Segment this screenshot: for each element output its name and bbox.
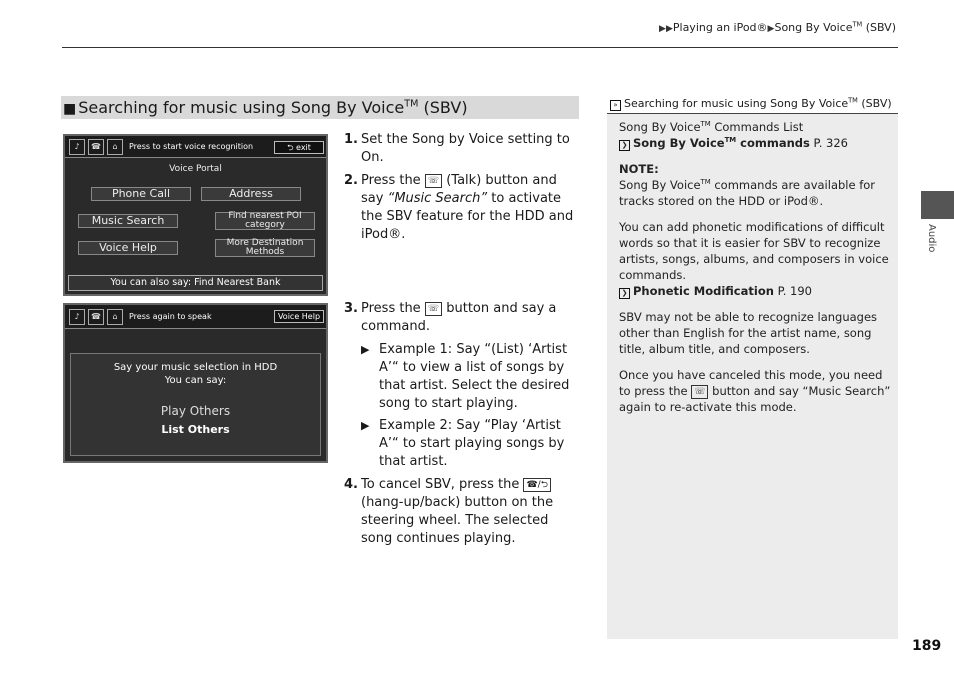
link-arrow-icon: ❯ bbox=[619, 140, 630, 151]
sidebar-heading: » Searching for music using Song By Voice™ (SBV) bbox=[607, 94, 898, 114]
setting-name: Song by Voice bbox=[411, 132, 504, 147]
reference-icon: » bbox=[610, 100, 621, 111]
talk-icon: ♪ bbox=[69, 309, 85, 325]
voice-prompt: Press again to speak bbox=[129, 312, 212, 321]
step-1: 1. Set the Song by Voice setting to On. bbox=[344, 132, 570, 165]
talk-button-icon: ☏ bbox=[425, 174, 442, 188]
reactivate-paragraph: Once you have canceled this mode, you need to press the ☏ button and say “Music Search” again to re-activate this mode. bbox=[619, 368, 891, 414]
voice-help-button[interactable]: Voice Help bbox=[78, 241, 178, 255]
breadcrumb-item-tail: (SBV) bbox=[865, 21, 896, 34]
link-arrow-icon: ❯ bbox=[619, 288, 630, 299]
talk-icon: ♪ bbox=[69, 139, 85, 155]
step-3: 3. Press the ☏ button and say a command. bbox=[344, 301, 557, 334]
list-others-option[interactable]: List Others bbox=[161, 423, 230, 436]
side-tab-marker[interactable] bbox=[921, 191, 954, 219]
side-tab-label: Audio bbox=[926, 224, 937, 253]
arrow-icon: ▶ bbox=[361, 343, 370, 356]
step-4: 4. To cancel SBV, press the ☎/⮌ (hang-up/back) button on the steering wheel. The selected song continues playing. bbox=[344, 477, 554, 546]
also-say-bar: You can also say: Find Nearest Bank bbox=[68, 275, 323, 291]
talk-button-icon: ☏ bbox=[691, 385, 708, 399]
hang-up-back-icon: ☎/⮌ bbox=[523, 478, 550, 492]
header-divider bbox=[62, 47, 898, 48]
nav-icon: ⌂ bbox=[107, 139, 123, 155]
status-icons bbox=[69, 139, 123, 155]
page-number: 189 bbox=[912, 638, 942, 654]
trademark: TM bbox=[404, 98, 419, 110]
music-search-button[interactable]: Music Search bbox=[78, 214, 178, 228]
step-2: 2. Press the ☏ (Talk) button and say “Music Search” to activate the SBV feature for the HDD and iPod®. bbox=[344, 173, 574, 242]
triangle-icon: ▶ bbox=[767, 24, 775, 34]
phonetic-link[interactable]: ❯ Phonetic Modification P. 190 bbox=[619, 284, 812, 298]
example-1: ▶ Example 1: Say “(List) ‘Artist A’“ to view a list of songs by that artist. Select the desired song to start playing. bbox=[361, 342, 570, 411]
trademark: TM bbox=[852, 20, 863, 29]
section-title: Searching for music using Song By Voice bbox=[78, 98, 405, 117]
status-icons bbox=[69, 309, 123, 325]
find-nearest-poi-button[interactable]: Find nearest POI category bbox=[215, 212, 315, 230]
triangle-icon: ▶▶ bbox=[659, 24, 673, 34]
note-paragraph: NOTE: Song By Voice™ commands are available for tracks stored on the HDD or iPod®. bbox=[619, 162, 876, 208]
section-heading bbox=[61, 96, 579, 119]
commands-link[interactable]: ❯ Song By Voice™ commands P. 326 bbox=[619, 136, 848, 150]
nav-icon: ⌂ bbox=[107, 309, 123, 325]
voice-portal-screen bbox=[63, 134, 328, 296]
phone-call-button[interactable]: Phone Call bbox=[91, 187, 191, 201]
voice-portal-title: Voice Portal bbox=[169, 164, 222, 174]
voice-prompt: Press to start voice recognition bbox=[129, 142, 254, 151]
example-2: ▶ Example 2: Say “Play ‘Artist A’“ to start playing songs by that artist. bbox=[361, 418, 565, 469]
phonetic-paragraph: You can add phonetic modifications of difficult words so that it is easier for SBV to recognize artists, songs, albums, and composers in voice commands. ❯ Phonetic Modification P. 190 bbox=[619, 220, 889, 298]
breadcrumb-item[interactable]: Song By Voice bbox=[774, 21, 853, 34]
exit-button[interactable]: ⮌ exit bbox=[274, 141, 324, 154]
breadcrumb-item[interactable]: Playing an iPod® bbox=[672, 21, 768, 34]
language-paragraph: SBV may not be able to recognize languages other than English for the artist name, song title, album title, and composers. bbox=[619, 310, 878, 356]
talk-button-icon: ☏ bbox=[425, 302, 442, 316]
setting-value: On bbox=[361, 150, 380, 165]
arrow-icon: ▶ bbox=[361, 419, 370, 432]
more-destination-methods-button[interactable]: More Destination Methods bbox=[215, 239, 315, 257]
address-button[interactable]: Address bbox=[201, 187, 301, 201]
commands-list-ref: Song By Voice™ Commands List ❯ Song By Voice™ commands P. 326 bbox=[619, 120, 848, 150]
selection-line: Say your music selection in HDD bbox=[113, 362, 278, 373]
you-can-say-line: You can say: bbox=[164, 375, 227, 386]
music-search-screen bbox=[63, 303, 328, 463]
square-bullet-icon: ■ bbox=[63, 101, 77, 117]
play-others-option[interactable]: Play Others bbox=[160, 404, 231, 418]
voice-help-button[interactable]: Voice Help bbox=[274, 310, 324, 323]
sidebar-body bbox=[619, 119, 891, 425]
section-title-tail: (SBV) bbox=[423, 98, 468, 117]
phone-icon: ☎ bbox=[88, 309, 104, 325]
back-icon: ⮌ bbox=[287, 143, 297, 152]
phone-icon: ☎ bbox=[88, 139, 104, 155]
breadcrumb bbox=[659, 21, 896, 34]
